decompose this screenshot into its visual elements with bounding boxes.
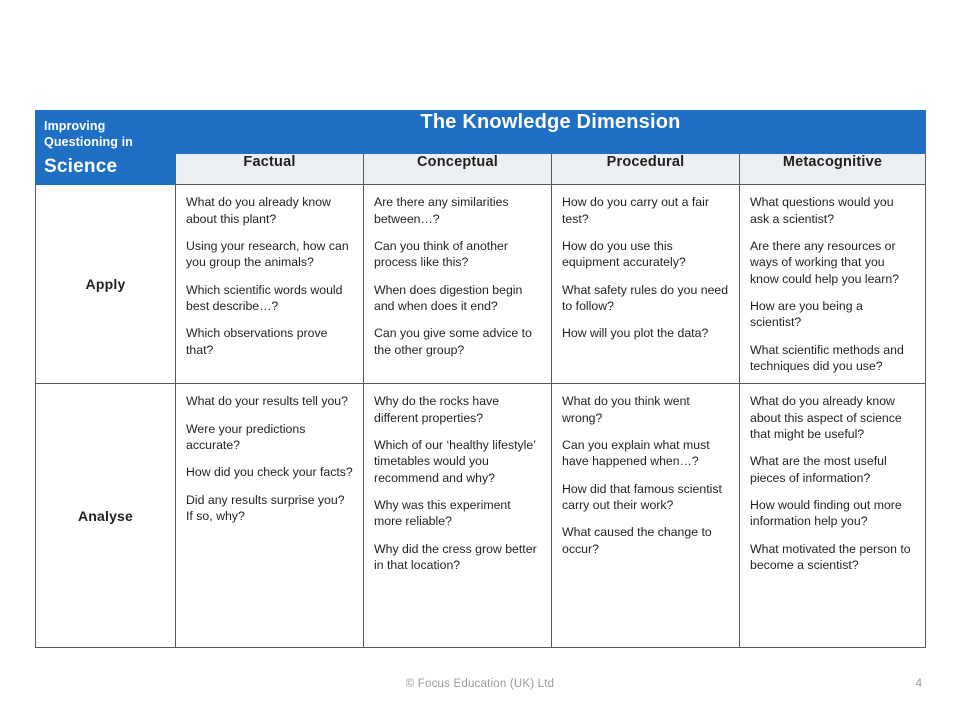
- question-text: What questions would you ask a scientist?: [750, 195, 894, 226]
- question-text: What are the most useful pieces of information?: [750, 454, 887, 485]
- question-text: How do you carry out a fair test?: [562, 195, 709, 226]
- column-header-factual: Factual: [176, 153, 364, 185]
- cell-apply-procedural: [552, 185, 740, 384]
- table-header-row: [36, 111, 926, 154]
- corner-title-line2: Questioning in: [44, 134, 133, 149]
- question-text: Can you explain what must have happened when…?: [562, 438, 710, 469]
- question-text: Which of our ‘healthy lifestyle’ timetables would you recommend and why?: [374, 438, 536, 485]
- table-row: [36, 384, 926, 648]
- question-text: Using your research, how can you group the animals?: [186, 238, 349, 270]
- page-number: 4: [915, 678, 922, 690]
- question-text: Can you think of another process like this?: [374, 238, 508, 270]
- question-text: What motivated the person to become a scientist?: [750, 541, 911, 573]
- question-text: Can you give some advice to the other group?: [374, 326, 532, 357]
- cell-apply-factual: [176, 185, 364, 384]
- table-row: [36, 185, 926, 384]
- column-header-procedural: Procedural: [552, 153, 740, 185]
- row-label-apply: Apply: [36, 185, 176, 384]
- question-text: Which scientific words would best describe…?: [186, 282, 343, 313]
- question-text: Are there any similarities between…?: [374, 195, 509, 226]
- footer-copyright: © Focus Education (UK) Ltd: [405, 678, 555, 690]
- corner-title-line1: Improving: [44, 119, 106, 133]
- question-text: How did that famous scientist carry out their work?: [562, 481, 722, 513]
- row-label-analyse: Analyse: [36, 384, 176, 648]
- cell-analyse-conceptual: [364, 384, 552, 648]
- question-text: Are there any resources or ways of working that you know could help you learn?: [750, 238, 900, 286]
- cell-analyse-factual: [176, 384, 364, 648]
- question-text: Why did the cress grow better in that location?: [374, 541, 537, 573]
- question-text: How are you being a scientist?: [750, 298, 863, 330]
- question-text: Why do the rocks have different properties?: [374, 394, 500, 425]
- question-text: Which observations prove that?: [186, 326, 328, 357]
- question-text: When does digestion begin and when does it end?: [374, 282, 523, 313]
- corner-subject: Science: [44, 156, 118, 178]
- question-text: What do you already know about this plant?: [186, 195, 331, 226]
- question-text: What caused the change to occur?: [562, 525, 712, 556]
- cell-apply-metacognitive: [740, 185, 926, 384]
- question-text: How will you plot the data?: [562, 326, 709, 341]
- column-header-conceptual: Conceptual: [364, 153, 552, 185]
- question-text: What do you already know about this aspect of science that might be useful?: [750, 394, 902, 442]
- question-text: What do you think went wrong?: [562, 394, 690, 425]
- question-text: What safety rules do you need to follow?: [562, 282, 729, 313]
- questioning-matrix-table: [35, 110, 926, 648]
- question-text: How do you use this equipment accurately?: [562, 238, 686, 270]
- corner-title-cell: [36, 111, 176, 185]
- knowledge-dimension-title: The Knowledge Dimension: [176, 111, 926, 154]
- question-text: What do your results tell you?: [186, 394, 348, 409]
- question-text: Why was this experiment more reliable?: [374, 498, 511, 529]
- column-header-metacognitive: Metacognitive: [740, 153, 926, 185]
- question-text: Did any results surprise you? If so, why?: [186, 492, 345, 524]
- question-text: What scientific methods and techniques did you use?: [750, 342, 904, 373]
- question-text: How did you check your facts?: [186, 465, 353, 480]
- cell-analyse-metacognitive: [740, 384, 926, 648]
- cell-analyse-procedural: [552, 384, 740, 648]
- question-text: Were your predictions accurate?: [186, 421, 306, 453]
- question-text: How would finding out more information help you?: [750, 498, 902, 529]
- cell-apply-conceptual: [364, 185, 552, 384]
